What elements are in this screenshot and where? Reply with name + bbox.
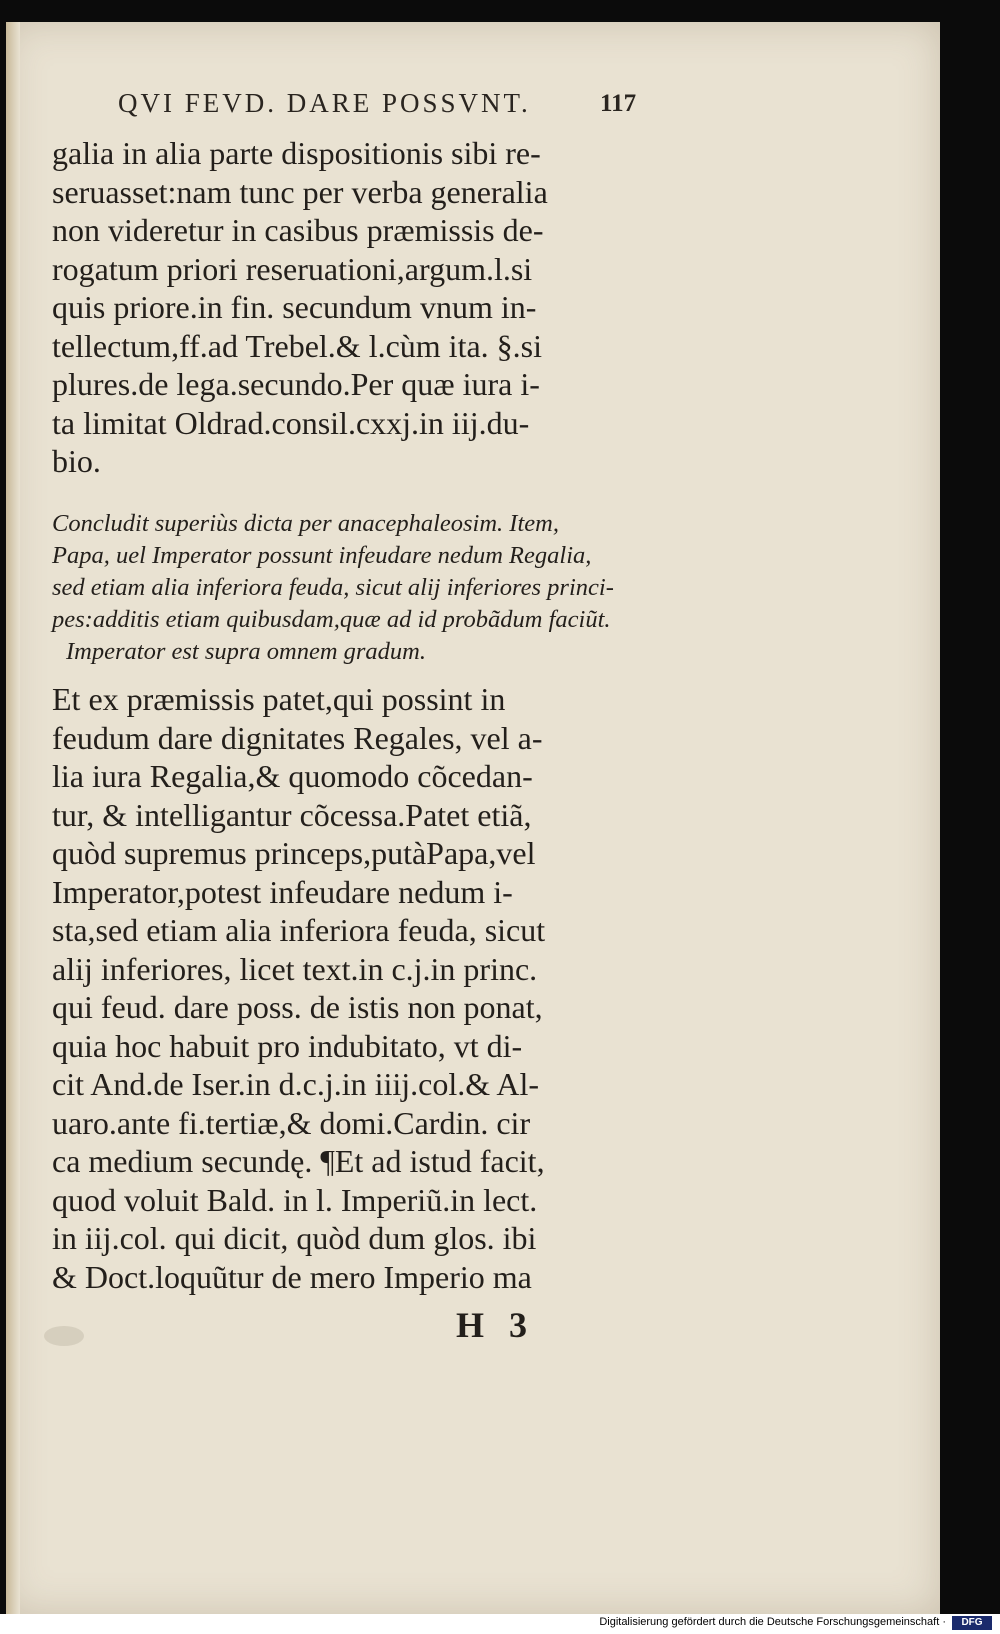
page-edge <box>6 22 20 1614</box>
paper-stain <box>44 1326 84 1346</box>
text-line: in iij.col. qui dicit, quòd dum glos. ibi <box>52 1220 537 1256</box>
text-line: bio. <box>52 443 101 479</box>
text-line: quis priore.in fin. secundum vnum in- <box>52 289 537 325</box>
signature-mark: H 3 <box>456 1305 536 1345</box>
text-block-2 <box>52 680 632 1296</box>
text-line: seruasset:nam tunc per verba generalia <box>52 173 548 210</box>
text-line: galia in alia parte dispositionis sibi re- <box>52 135 541 171</box>
text-line: plures.de lega.secundo.Per quæ iura i- <box>52 366 540 402</box>
text-line: Et ex præmissis patet,qui possint in <box>52 681 506 717</box>
text-line: quia hoc habuit pro indubitato, vt di- <box>52 1027 523 1064</box>
footer-credit: Digitalisierung gefördert durch die Deutsche Forschungsgemeinschaft · <box>599 1616 946 1628</box>
summary-line: Concludit superiùs dicta per anacephaleosim. Item, <box>52 510 559 537</box>
text-line: non videretur in casibus præmissis de- <box>52 212 544 248</box>
text-line: feudum dare dignitates Regales, vel a- <box>52 719 543 756</box>
text-line: Imperator,potest infeudare nedum i- <box>52 873 513 910</box>
summary-line: pes:additis etiam quibusdam,quæ ad id probãdum faciũt. <box>52 606 611 633</box>
marginal-summary <box>52 508 642 668</box>
summary-line: Papa, uel Imperator possunt infeudare nedum Regalia, <box>52 542 592 569</box>
text-line: rogatum priori reseruationi,argum.l.si <box>52 250 533 287</box>
text-line: cit And.de Iser.in d.c.j.in iiij.col.& Al- <box>52 1066 540 1102</box>
text-line: tur, & intelligantur cõcessa.Patet etiã, <box>52 796 532 833</box>
text-line: lia iura Regalia,& quomodo cõcedan- <box>52 758 533 794</box>
dfg-logo[interactable]: DFG <box>952 1616 992 1630</box>
summary-line: sed etiam alia inferiora feuda, sicut alij inferiores princi- <box>52 574 614 601</box>
text-line: tellectum,ff.ad Trebel.& l.cùm ita. §.si <box>52 327 542 364</box>
text-line: & Doct.loquũtur de mero Imperio ma <box>52 1258 532 1295</box>
text-line: sta,sed etiam alia inferiora feuda, sicut <box>52 912 546 948</box>
text-line: ta limitat Oldrad.consil.cxxj.in iij.du- <box>52 404 530 441</box>
summary-line: Imperator est supra omnem gradum. <box>66 638 426 665</box>
text-line: quòd supremus princeps,putàPapa,vel <box>52 835 536 871</box>
text-line: uaro.ante fi.tertiæ,& domi.Cardin. cir <box>52 1104 531 1141</box>
running-head: QVI FEVD. DARE POSSVNT. <box>118 88 531 118</box>
text-block-1 <box>52 134 632 481</box>
digitization-footer <box>0 1614 1000 1634</box>
text-line: alij inferiores, licet text.in c.j.in princ. <box>52 950 538 987</box>
page-number: 117 <box>600 90 637 117</box>
text-line: quod voluit Bald. in l. Imperiũ.in lect. <box>52 1181 538 1218</box>
text-line: qui feud. dare poss. de istis non ponat, <box>52 989 543 1025</box>
text-line: ca medium secundę. ¶Et ad istud facit, <box>52 1143 545 1179</box>
